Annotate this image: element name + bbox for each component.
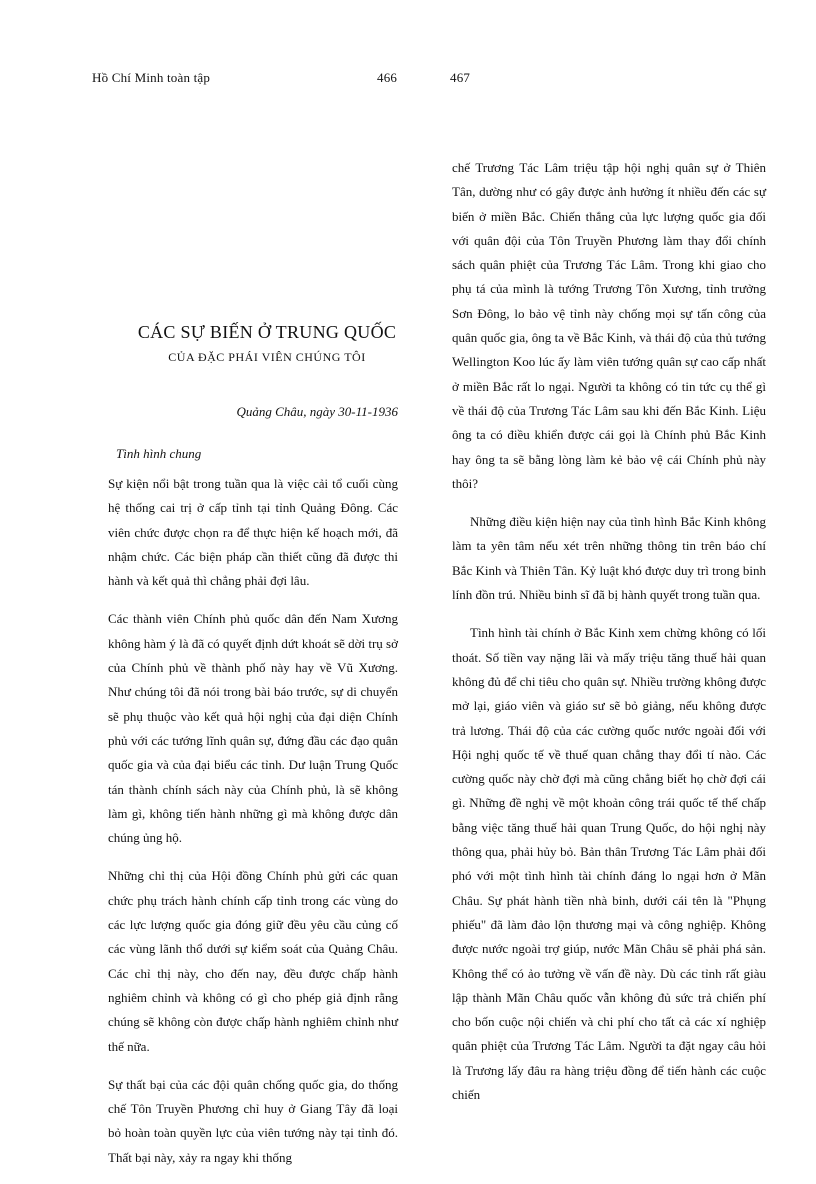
article-subtitle: CỦA ĐẶC PHÁI VIÊN CHÚNG TÔI: [168, 350, 366, 364]
paragraph: Những chỉ thị của Hội đồng Chính phủ gửi các quan chức phụ trách hành chính cấp tỉnh trong các vùng do các lực lượng quốc gia đóng giữ đều yêu cầu củng cố các vùng lãnh thổ dưới sự kiểm soát của Quảng Châu. Các chỉ thị này, cho đến nay, đều được chấp hành nghiêm chỉnh và không có gì cho phép giả định rằng chúng sẽ không còn được chấp hành nghiêm chỉnh như thế nữa.: [108, 868, 398, 1054]
paragraph: Sự kiện nổi bật trong tuần qua là việc cải tổ cuối cùng hệ thống cai trị ở cấp tỉnh tại tỉnh Quảng Đông. Các viên chức được chọn ra để thực hiện kế hoạch mới, đã nhậm chức. Các biện pháp cần thiết cũng đã được thi hành và kết quả thì chẳng phải đợi lâu.: [108, 476, 398, 589]
paragraph: chế Trương Tác Lâm triệu tập hội nghị quân sự ở Thiên Tân, dường như có gây được ảnh hưởng ít nhiều đến các sự biến ở miền Bắc. Chiến thắng của lực lượng quốc gia đối với quân đội của Tôn Truyền Phương làm thay đổi chính sách quân phiệt của Trương Tác Lâm. Trong khi giao cho phụ tá của mình là tướng Trương Tôn Xương, tỉnh trưởng Sơn Đông, lo bảo vệ tỉnh này chống mọi sự tấn công của quân quốc gia, ông ta về Bắc Kinh, và thái độ của thủ tướng Wellington Koo lúc ấy làm viên tướng quân sự cao cấp nhất ở miền Bắc rất lo ngại. Người ta không có tin tức cụ thể gì về thái độ của Trương Tác Lâm sau khi đến Bắc Kinh. Liệu ông ta có điều khiển được cái gọi là Chính phủ Bắc Kinh hay ông ta sẽ bằng lòng làm kẻ bảo vệ cái Chính phủ này thôi?: [452, 160, 766, 491]
paragraph: Tình hình tài chính ở Bắc Kinh xem chừng không có lối thoát. Số tiền vay nặng lãi và mấy triệu tăng thuế hải quan không đủ để chi tiêu cho quân sự. Nhiều trường không được mở lại, giáo viên và giáo sư sẽ bỏ giảng, nếu không được trả lương. Thái độ của các cường quốc nước ngoài đối với Hội nghị quốc tế về thuế quan chẳng thay đổi tí nào. Các cường quốc này chờ đợi mà cũng chẳng biết họ chờ đợi cái gì. Những đề nghị về một khoản công trái quốc tế thế chấp bằng việc tăng thuế hải quan Trung Quốc, do hội nghị này thông qua, phải hủy bỏ. Bản thân Trương Tác Lâm phải đối phó với một tình hình tài chính đáng lo ngại hơn ở Mãn Châu. Sự phát hành tiền nhà binh, dưới cái tên là "Phụng phiếu" đã làm đảo lộn thương mại và công nghiệp. Không được nước ngoài trợ giúp, nước Mãn Châu sẽ phải phá sản. Không thể có ảo tưởng về vấn đề này. Dù các tỉnh rất giàu lập thành Mãn Châu quốc vẫn không đủ sức trả chiến phí cho bốn cuộc nội chiến và chi phí cho tất cả các xí nghiệp quân phiệt của Trương Tác Lâm. Người ta đặt ngay câu hỏi là Trương lấy đâu ra hàng triệu đồng để tiến hành các cuộc chiến: [452, 625, 766, 1102]
page-number-right: 467: [450, 70, 471, 85]
paragraph: Những điều kiện hiện nay của tình hình Bắc Kinh không làm ta yên tâm nếu xét trên những thông tin trên báo chí Bắc Kinh và Thiên Tân. Kỷ luật khó được duy trì trong binh lính đồn trú. Nhiều binh sĩ đã bị hành quyết trong tuần qua.: [452, 514, 766, 603]
running-title: Hồ Chí Minh toàn tập: [92, 70, 211, 85]
dateline: Quảng Châu, ngày 30-11-1936: [236, 404, 398, 419]
page-number-left: 466: [377, 70, 398, 85]
section-heading: Tình hình chung: [116, 446, 202, 461]
right-column: [452, 156, 766, 1121]
paragraph: Sự thất bại của các đội quân chống quốc gia, do thống chế Tôn Truyền Phương chỉ huy ở Giang Tây đã loại bỏ hoàn toàn quyền lực của viên tướng này tại tỉnh đó. Thất bại này, xảy ra ngay khi thống: [108, 1076, 398, 1165]
left-column: [108, 320, 398, 1184]
article-title: CÁC SỰ BIẾN Ở TRUNG QUỐC: [137, 322, 397, 342]
paragraph: Các thành viên Chính phủ quốc dân đến Nam Xương không hàm ý là đã có quyết định dứt khoát sẽ dời trụ sở của Chính phủ về thành phố này hay về Vũ Xương. Như chúng tôi đã nói trong bài báo trước, sự di chuyển sẽ phụ thuộc vào kết quả hội nghị của đại diện Chính phủ với các tướng lĩnh quân sự, đứng đầu các đạo quân quốc gia và của đại biểu các tỉnh. Dư luận Trung Quốc tán thành chính sách này của Chính phủ, là sẽ không làm gì, không tiến hành những gì mà không được dân chúng ủng hộ.: [108, 611, 398, 846]
